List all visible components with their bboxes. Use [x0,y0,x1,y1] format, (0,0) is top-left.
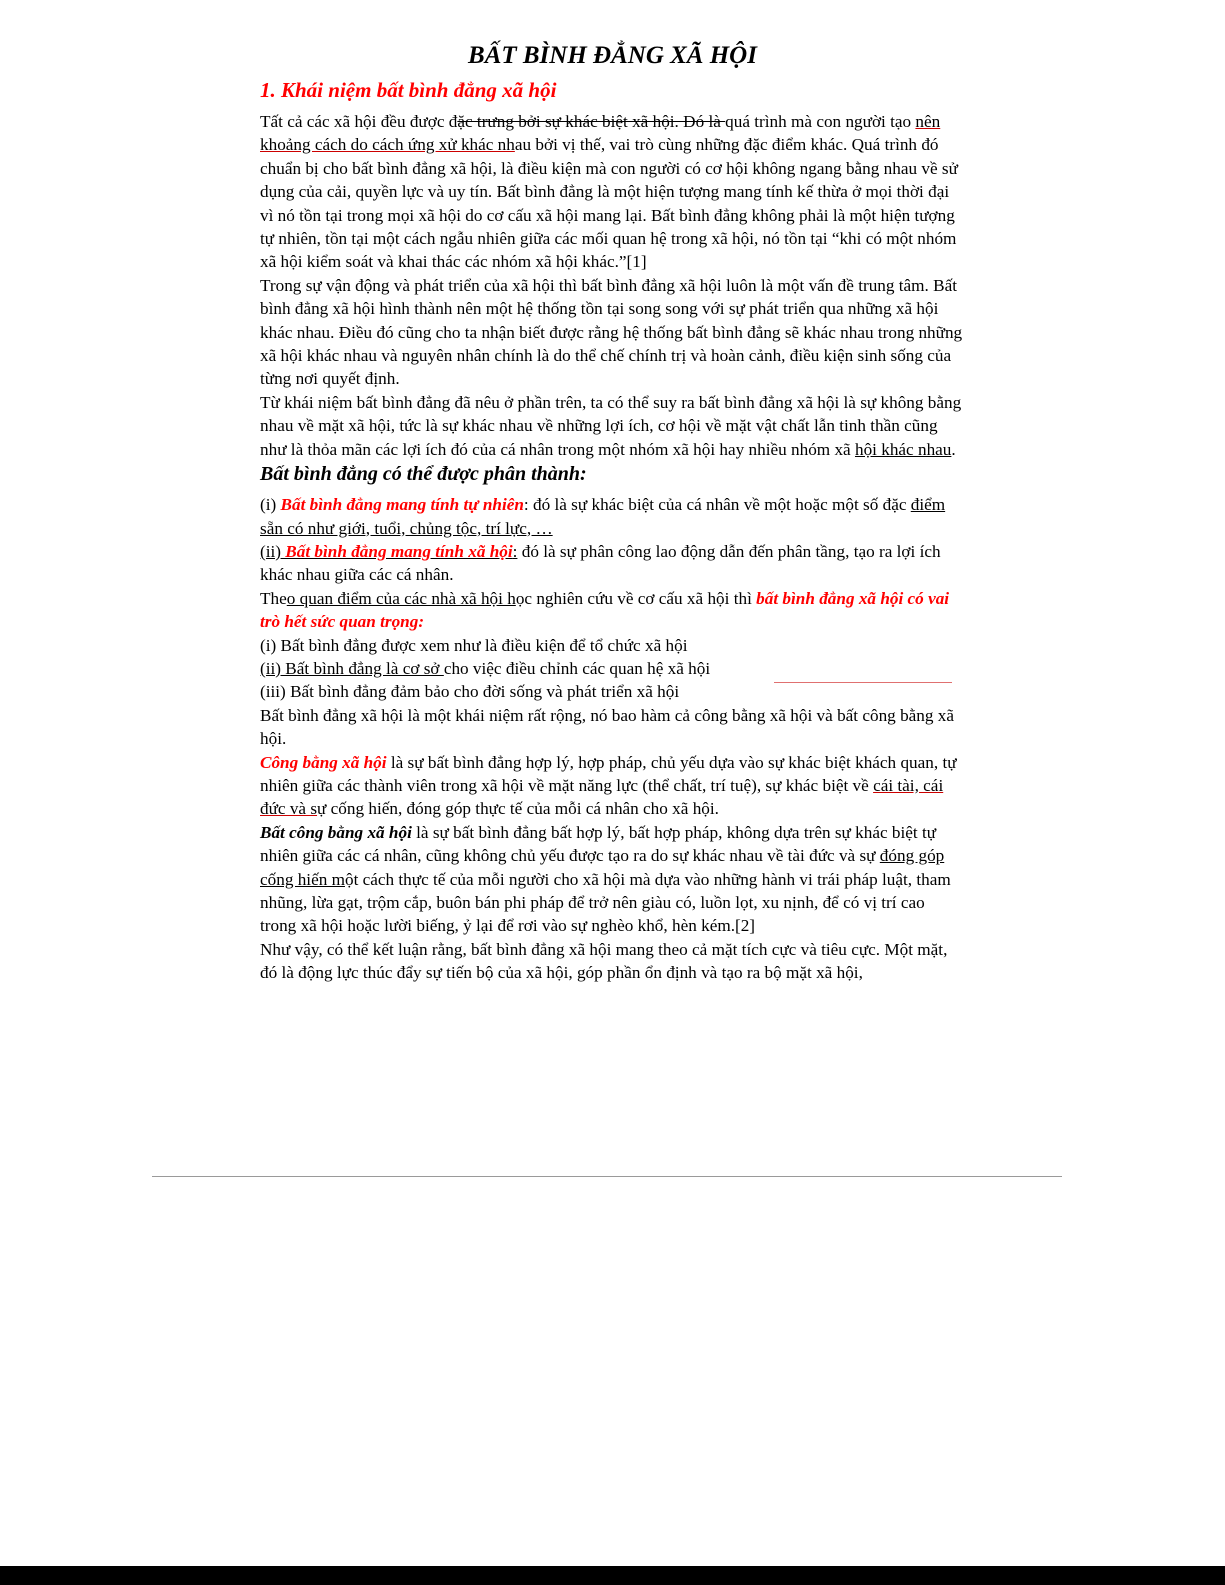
underlined-text: đóng góp cống hiến m [260,846,945,889]
paragraph-scope: Bất bình đẳng xã hội là một khái niệm rất rộng, nó bao hàm cả công bằng xã hội và bất công bằng xã hội. [260,705,954,749]
text-run: ột cách thực tế của mỗi người cho xã hội mà dựa vào những hành vi trái pháp luật, tham nhũng, lừa gạt, trộm cắp, buôn bán phi pháp để trở nên giàu có, luồn lọt, xu nịnh, để có vị trí cao trong xã hội hoặc lười biếng, ỷ lại để rơi vào sự nghèo khổ, hèn kém.[2] [260,869,951,936]
underlined-text: o quan điểm của các nhà xã hội h [286,588,516,608]
role-item-3: (iii) Bất bình đẳng đảm bảo cho đời sống và phát triển xã hội [260,682,680,702]
sub-heading: Bất bình đẳng có thể được phân thành: [260,463,587,486]
text-run: Tất cả các xã hội đều được đ [260,112,458,131]
document-title: BẤT BÌNH ĐẲNG XÃ HỘI [468,42,757,69]
text-run: quá trình mà con người tạo [725,112,916,131]
text-run: cho việc điều chỉnh các quan hệ xã hội [443,658,711,678]
text-run: Từ khái niệm bất bình đẳng đã nêu ở phần trên, ta có thể suy ra bất bình đẳng xã hội là sự không bằng nhau về mặt xã hội, tức là sự khác nhau về những lợi ích, cơ hội về mặt vật chất lẫn tinh thần cũng như là thỏa mãn các lợi ích đó của cá nhân trong một nhóm xã hội hay nhiều nhóm xã [260,392,962,459]
role-item-1: (i) Bất bình đẳng được xem như là điều kiện để tổ chức xã hội [260,635,688,655]
text-run: au bởi vị thế, vai trò cùng những đặc điểm khác. Quá trình đó chuẩn bị cho bất bình đẳng xã hội, là điều kiện mà con người có cơ hội không ngang bằng nhau về sử dụng của cải, quyền lực và uy tín. Bất bình đẳng là một hiện tượng mang tính kế thừa ở mọi thời đại vì nó tồn tại trong mọi xã hội do cơ cấu xã hội mang lại. Bất bình đẳng không phải là một hiện tượng tự nhiên, tồn tại một cách ngẫu nhiên giữa các mối quan hệ trong xã hội, nó tồn tại “khi có một nhóm xã hội kiểm soát và khai thác các nhóm xã hội khác.”[1] [260,135,958,272]
page-divider [152,1176,1062,1177]
underlined-text: điểm sẵn có như giới, tuổi, chủng tộc, trí lực, … [260,495,946,538]
strikethrough-text: ặc trưng bởi sự khác biệt xã hội. Đó là [457,112,726,131]
text-run: đó là sự phân công lao động dẫn đến phân tầng, tạo ra lợi ích khác nhau giữa các cá nhân. [260,541,941,585]
paragraph-concept [260,391,965,461]
text-run: The [260,588,287,608]
document-page [260,40,965,985]
text-run: là sự bất bình đẳng bất hợp lý, bất hợp pháp, không dựa trên sự khác biệt tự nhiên giữa các cá nhân, cũng không chủ yếu được tạo ra do sự khác nhau về tài đức và sự [260,822,937,866]
underlined-text: cái tài, cái đức và s [260,775,944,819]
item-colon: : [512,541,518,561]
term-social-injustice: Bất công bằng xã hội [260,822,412,842]
text-run: : đó là sự khác biệt của cá nhân về một hoặc một số đặc [523,495,911,515]
paragraph-social-injustice [260,821,965,938]
underlined-text: nên khoảng cách do cách ứng xử khác nh [260,112,941,155]
text-run: ự cống hiến, đóng góp thực tế của mỗi cá nhân cho xã hội. [317,799,719,819]
classification-item-social [260,540,965,587]
term-social-inequality: Bất bình đẳng mang tính xã hội [281,541,513,561]
term-natural-inequality: Bất bình đẳng mang tính tự nhiên [280,495,524,515]
paragraph-social-justice [260,751,965,821]
item-prefix: (ii) [260,541,281,561]
section-heading: 1. Khái niệm bất bình đẳng xã hội [260,78,557,102]
paragraph-development: Trong sự vận động và phát triển của xã hội thì bất bình đẳng xã hội luôn là một vấn đề trung tâm. Bất bình đẳng xã hội hình thành nên một hệ thống tồn tại song song với sự phát triển qua những xã hội khác nhau. Điều đó cũng cho ta nhận biết được rằng hệ thống bất bình đẳng sẽ khác nhau trong những xã hội khác nhau và nguyên nhân chính là do thể chế chính trị và hoàn cảnh, điều kiện sinh sống của từng nơi quyết định. [260,275,963,389]
paragraph-viewpoint [260,587,965,634]
emphasis-role: bất bình đẳng xã hội có vai trò hết sức quan trọng: [260,588,950,632]
paragraph-definition [260,110,965,274]
paragraph-conclusion: Như vậy, có thể kết luận rằng, bất bình đẳng xã hội mang theo cả mặt tích cực và tiêu cực. Một mặt, đó là động lực thúc đẩy sự tiến bộ của xã hội, góp phần ổn định và tạo ra bộ mặt xã hội, [260,939,948,983]
item-prefix: (i) [260,495,281,515]
underlined-text: (ii) Bất bình đẳng là cơ sở [260,658,444,678]
annotation-line [774,682,952,683]
role-item-2 [260,657,965,680]
text-run: . [951,439,956,459]
text-run: là sự bất bình đẳng hợp lý, hợp pháp, chủ yếu dựa vào sự khác biệt khách quan, tự nhiên giữa các thành viên trong xã hội về mặt năng lực (thể chất, trí tuệ), sự khác biệt về [260,752,957,795]
bottom-edge-bar [0,1566,1225,1585]
term-social-justice: Công bằng xã hội [260,752,387,772]
text-run: ọc nghiên cứu về cơ cấu xã hội thì [515,588,757,608]
underlined-text: hội khác nhau [854,439,952,459]
classification-item-natural [260,493,965,540]
